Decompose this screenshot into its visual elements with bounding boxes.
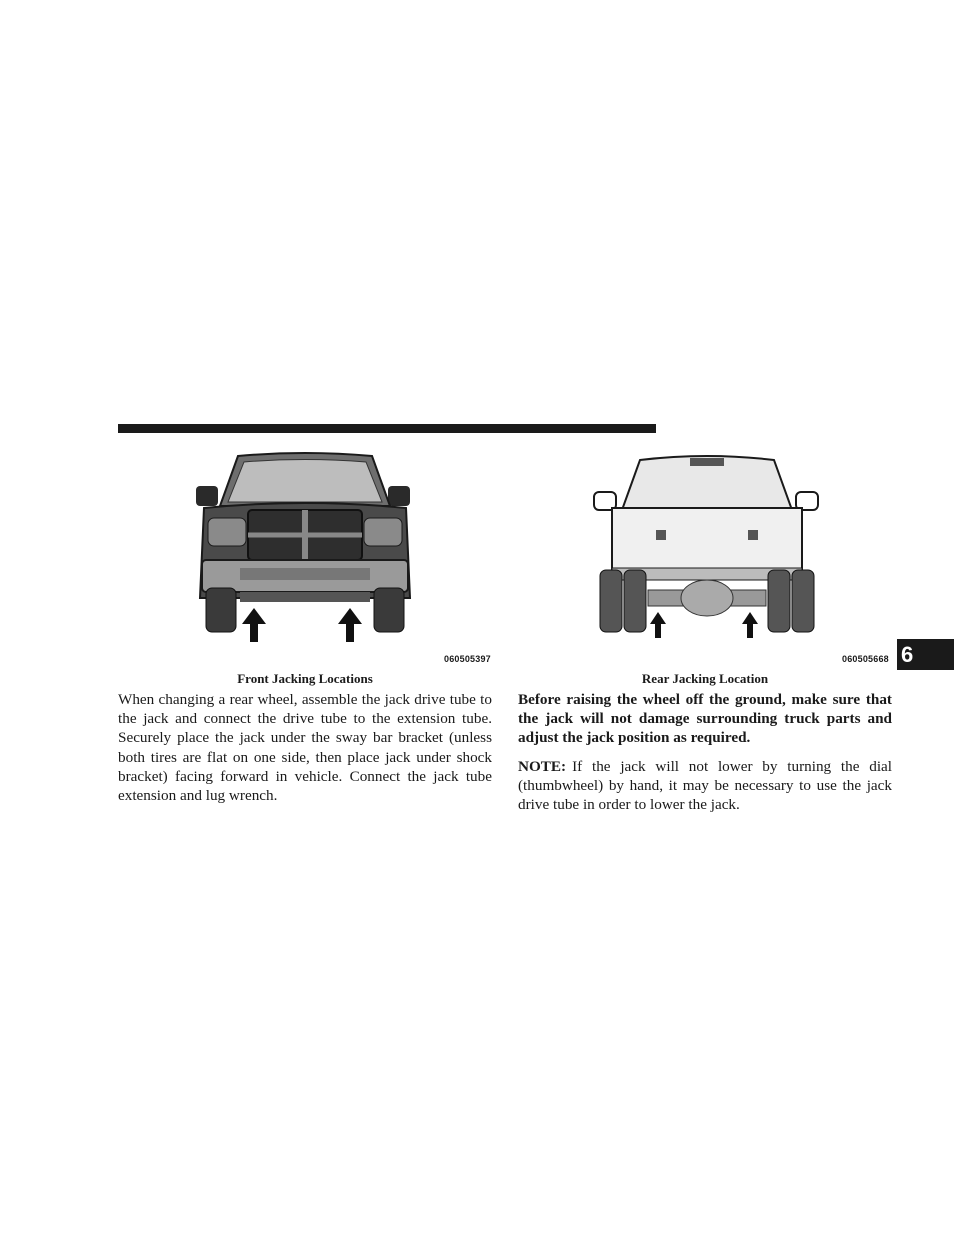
instruction-paragraph: When changing a rear wheel, assemble the jack drive tube to the jack and connect the drive tube to the extension tube. Securely place the jack under the sway bar bracket (unless both tires are flat on one side, then place jack under shock bracket) facing forward in vehicle. Connect the jack tube extension and lug wrench.: [118, 691, 492, 805]
chapter-tab: 6: [897, 639, 954, 670]
jack-point-left-arrow: [242, 608, 266, 642]
rear-figure-caption: Rear Jacking Location: [641, 671, 769, 686]
front-jacking-illustration: [190, 448, 420, 644]
note-paragraph: [518, 757, 892, 815]
rear-jacking-illustration: [592, 450, 822, 640]
note-label: NOTE:: [518, 757, 567, 775]
note-text: If the jack will not lower by turning the dial (thumbwheel) by hand, it may be necessary to use the jack drive tube in order to lower the jack.: [518, 757, 892, 814]
jack-point-right-arrow: [338, 608, 362, 642]
section-rule: [118, 424, 656, 433]
left-column: [118, 690, 492, 814]
front-figure-caption: Front Jacking Locations: [237, 671, 373, 686]
rear-jack-point-left-arrow: [650, 612, 666, 638]
right-column: [518, 690, 892, 823]
rear-figure-code: 060505668: [842, 654, 889, 664]
front-figure-code: 060505397: [444, 654, 491, 664]
warning-paragraph: Before raising the wheel off the ground, make sure that the jack will not damage surrounding truck parts and adjust the jack position as required.: [518, 691, 892, 747]
rear-jack-point-right-arrow: [742, 612, 758, 638]
